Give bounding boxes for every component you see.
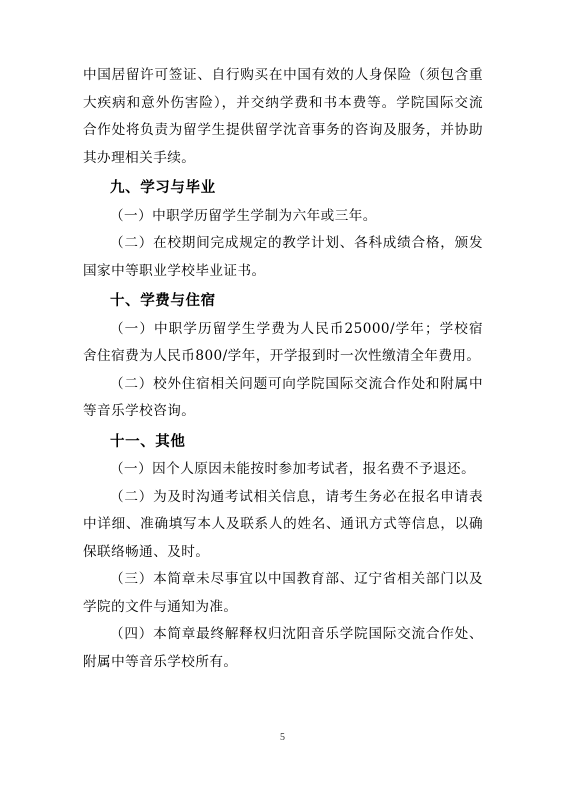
section-10-heading: 十、学费与住宿 [110, 293, 216, 309]
section-9-item-2: （二）在校期间完成规定的教学计划、各科成绩合格，颁发国家中等职业学校毕业证书。 [83, 235, 483, 279]
document-page [83, 62, 483, 676]
section-10-item-1: （一）中职学历留学生学费为人民币25000/学年；学校宿舍住宿费为人民币800/学年，开学报到时一次性缴清全年费用。 [83, 320, 483, 364]
page-number: 5 [280, 732, 285, 743]
intro-paragraph: 中国居留许可签证、自行购买在中国有效的人身保险（须包含重大疾病和意外伤害险），并交纳学费和书本费等。学院国际交流合作处将负责为留学生提供留学沈音事务的咨询及服务，并协助其办理相关手续。 [83, 67, 483, 166]
section-11-item-4: （四）本简章最终解释权归沈阳音乐学院国际交流合作处、附属中等音乐学校所有。 [83, 626, 483, 670]
section-11-item-1: （一）因个人原因未能按时参加考试者，报名费不予退还。 [110, 461, 476, 477]
section-10-item-2: （二）校外住宿相关问题可向学院国际交流合作处和附属中等音乐学校咨询。 [83, 375, 483, 419]
section-11-item-3: （三）本简章未尽事宜以中国教育部、辽宁省相关部门以及学院的文件与通知为准。 [83, 571, 483, 615]
section-9-heading: 九、学习与毕业 [110, 180, 216, 196]
section-9-item-1: （一）中职学历留学生学制为六年或三年。 [110, 207, 377, 224]
section-11-heading: 十一、其他 [110, 433, 186, 450]
section-11-item-2: （二）为及时沟通考试相关信息，请考生务必在报名申请表中详细、准确填写本人及联系人的姓名、通讯方式等信息，以确保联络畅通、及时。 [83, 488, 483, 560]
